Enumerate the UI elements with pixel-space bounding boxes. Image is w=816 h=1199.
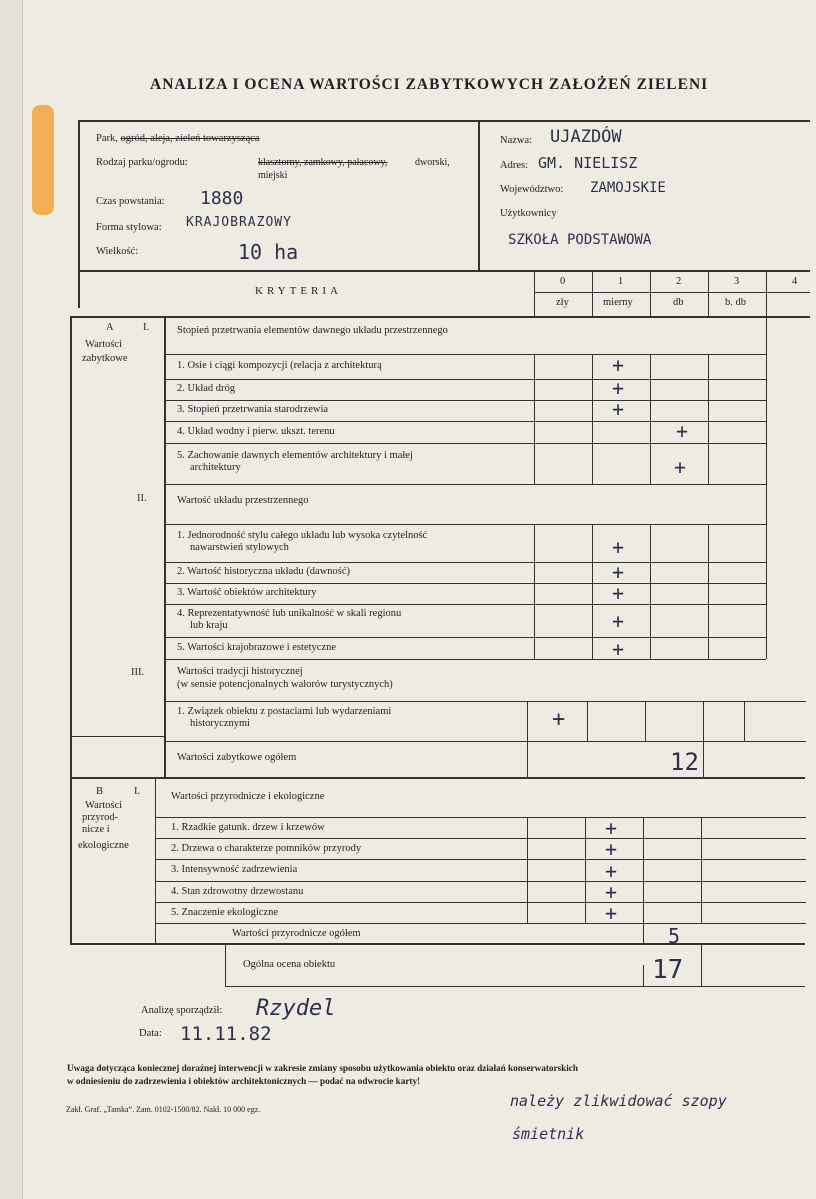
created-value: 1880 (200, 188, 244, 209)
overall-value: 17 (652, 955, 684, 985)
form-title: ANALIZA I OCENA WARTOŚCI ZABYTKOWYCH ZAŁOŻEŃ ZIELENI (150, 76, 709, 93)
prepared-label: Analizę sporządził: (141, 1005, 223, 1016)
score-header-mid (534, 292, 810, 293)
b-row2-mark: + (605, 837, 618, 861)
b-row4-mark: + (605, 880, 618, 904)
address-label: Adres: (500, 160, 528, 171)
park-kind-miejski: miejski (258, 170, 288, 181)
score-col-4 (766, 272, 767, 316)
score-num-1: 1 (618, 276, 624, 287)
score-word-3: b. db (725, 297, 746, 308)
section-a-total-value: 12 (670, 748, 699, 776)
score-word-0: zły (556, 297, 569, 308)
created-label: Czas powstania: (96, 196, 165, 207)
section-a-numeral: I. (143, 322, 150, 333)
prepared-signature: Rzydel (256, 996, 336, 1021)
users-label: Użytkownicy (500, 208, 557, 219)
score-num-2: 2 (676, 276, 682, 287)
tape-strip (32, 105, 54, 215)
type-line (96, 133, 260, 144)
b-row1-text: 1. Rzadkie gatunk. drzew i krzewów (171, 822, 325, 833)
g2-row5-mark: + (612, 637, 625, 661)
header-divider (478, 122, 480, 270)
frame-top (78, 120, 810, 122)
group3-title: Wartości tradycji historycznej (177, 666, 303, 677)
section-b-letter: B (96, 786, 104, 797)
type-label-park: Park, (96, 133, 121, 144)
section-a-total-label: Wartości zabytkowe ogółem (177, 752, 297, 763)
g2-row1-text2: nawarstwień stylowych (190, 542, 289, 553)
section-b-total-value: 5 (668, 924, 681, 948)
g1-row5-text2: architektury (190, 462, 241, 473)
group1-title: Stopień przetrwania elementów dawnego układu przestrzennego (177, 325, 448, 336)
criteria-bottom-line (70, 316, 810, 318)
criteria-label: KRYTERIA (255, 285, 342, 297)
g1-row3-text: 3. Stopień przetrwania starodrzewia (177, 404, 329, 415)
b-row5-text: 5. Znaczenie ekologiczne (171, 907, 278, 918)
section-a-title-2: zabytkowe (82, 353, 128, 364)
g2-row3-text: 3. Wartość obiektów architektury (177, 587, 317, 598)
style-label: Forma stylowa: (96, 222, 162, 233)
section-b-group-title: Wartości przyrodnicze i ekologiczne (171, 791, 325, 802)
group2-title: Wartość układu przestrzennego (177, 495, 309, 506)
g2-row1-mark: + (612, 535, 625, 559)
section-a-letter: A (106, 322, 114, 333)
frame-bottom (70, 943, 805, 945)
park-kind-dworski: dworski, (415, 157, 450, 168)
g2-row2-mark: + (612, 560, 625, 584)
g2-row5-text: 5. Wartości krajobrazowe i estetyczne (177, 642, 337, 653)
section-b-title-1: Wartości (85, 800, 123, 811)
users-value: SZKOŁA PODSTAWOWA (508, 232, 652, 248)
printer-imprint: Zakł. Graf. „Tamka”. Zam. 0102-1500/82. Nakł. 10 000 egz. (66, 1105, 261, 1114)
g2-row4-text2: lub kraju (190, 620, 228, 631)
size-value: 10 ha (238, 240, 299, 264)
g1-row3-mark: + (612, 397, 625, 421)
g3-row1-text: 1. Związek obiektu z postaciami lub wydarzeniami (177, 706, 392, 717)
address-value: GM. NIELISZ (538, 154, 638, 172)
section-b-top (70, 777, 805, 779)
date-label: Data: (139, 1028, 162, 1039)
section-b-numeral: I. (134, 786, 141, 797)
section-a-title-1: Wartości (85, 339, 123, 350)
overall-bottom (225, 986, 805, 987)
voivodeship-label: Województwo: (500, 184, 564, 195)
frame-left-top (78, 120, 80, 308)
g2-row4-text: 4. Reprezentatywność lub unikalność w skali regionu (177, 608, 402, 619)
score-word-1: mierny (603, 297, 633, 308)
section-b-title-2: przyrod- (82, 812, 119, 823)
g1-row1-mark: + (612, 353, 625, 377)
g2-row2-text: 2. Wartość historyczna układu (dawność) (177, 566, 351, 577)
overall-left (225, 945, 226, 987)
score-num-0: 0 (560, 276, 566, 287)
size-label: Wielkość: (96, 246, 139, 257)
score-col-1 (592, 272, 593, 316)
a-left-split (70, 736, 166, 737)
b-row4-text: 4. Stan zdrowotny drzewostanu (171, 886, 304, 897)
b-row2-text: 2. Drzewa o charakterze pomników przyrody (171, 843, 362, 854)
b-row3-text: 3. Intensywność zadrzewienia (171, 864, 298, 875)
note-line-1: Uwaga dotycząca koniecznej doraźnej interwencji w zakresie zmiany sposobu użytkowania obiektu oraz działań konserwatorskich (67, 1063, 578, 1073)
voivodeship-value: ZAMOJSKIE (590, 180, 666, 196)
section-a-group3-numeral: III. (131, 667, 145, 678)
inner-left-b (155, 779, 156, 944)
group3-title2: (w sensie potencjonalnych walorów turystycznych) (177, 679, 393, 690)
park-kind-struck: klasztorny, zamkowy, pałacowy, (258, 157, 388, 168)
section-a-group2-numeral: II. (137, 493, 147, 504)
section-b-total-label: Wartości przyrodnicze ogółem (232, 928, 361, 939)
name-label: Nazwa: (500, 135, 533, 146)
score-num-4: 4 (792, 276, 798, 287)
type-options-struck: ogród, aleja, zieleń towarzysząca (120, 133, 260, 144)
g1-row2-mark: + (612, 376, 625, 400)
score-col-2 (650, 272, 651, 316)
g3-row1-mark: + (552, 707, 566, 732)
section-b-title-4: ekologiczne (78, 840, 129, 851)
binder-edge (0, 0, 23, 1199)
overall-label: Ogólna ocena obiektu (243, 959, 336, 970)
handwritten-note-1: należy zlikwidować szopy (510, 1092, 727, 1110)
g1-row4-mark: + (676, 419, 689, 443)
b-row3-mark: + (605, 859, 618, 883)
g2-row1-text: 1. Jednorodność stylu całego układu lub wysoka czytelność (177, 530, 428, 541)
g1-row5-mark: + (674, 455, 687, 479)
g3-row1-text2: historycznymi (190, 718, 251, 729)
frame-left (70, 316, 72, 944)
name-value: UJAZDÓW (550, 127, 622, 147)
g1-row1-text: 1. Osie i ciągi kompozycji (relacja z architekturą (177, 360, 382, 371)
b-row5-mark: + (605, 901, 618, 925)
b-row1-mark: + (605, 816, 618, 840)
section-b-title-3: nicze i (82, 824, 110, 835)
score-word-2: db (673, 297, 684, 308)
note-line-2: w odniesieniu do zadrzewienia i obiektów architektonicznych — podać na odwrocie karty! (67, 1076, 421, 1086)
date-value: 11.11.82 (180, 1023, 272, 1045)
criteria-top-line (78, 270, 810, 272)
g1-row4-text: 4. Układ wodny i pierw. ukszt. terenu (177, 426, 335, 437)
g2-row3-mark: + (612, 581, 625, 605)
g2-row4-mark: + (612, 609, 625, 633)
g1-row5-text: 5. Zachowanie dawnych elementów architektury i małej (177, 450, 413, 461)
g1-row2-text: 2. Układ dróg (177, 383, 236, 394)
score-col-0 (534, 272, 535, 316)
style-value: KRAJOBRAZOWY (186, 215, 292, 230)
handwritten-note-2: śmietnik (512, 1125, 585, 1143)
score-col-3 (708, 272, 709, 316)
score-num-3: 3 (734, 276, 740, 287)
park-kind-label: Rodzaj parku/ogrodu: (96, 157, 188, 168)
inner-left-a (164, 318, 166, 778)
